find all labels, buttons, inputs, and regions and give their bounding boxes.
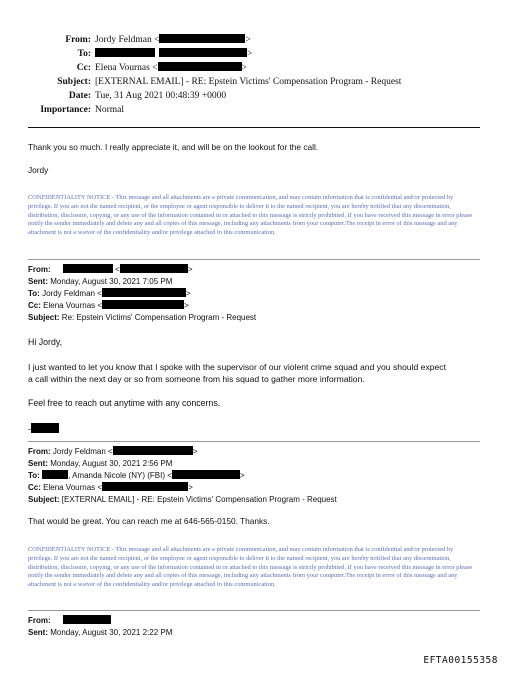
message-divider [28, 441, 480, 442]
sent-label: Sent: [28, 628, 48, 637]
email3-body: That would be great. You can reach me at 646-565-0150. Thanks. [28, 516, 270, 526]
from-label: From: [28, 616, 51, 625]
message-divider [28, 610, 480, 611]
email2-paragraph-line: I just wanted to let you know that I spoke with the supervisor of our violent crime squad and you should expect [28, 362, 446, 372]
email2-signature [28, 423, 59, 435]
date-label: Date: [68, 91, 91, 101]
confidentiality-notice: CONFIDENTIALITY NOTICE - This message and all attachments are a private communication, and may contain information that is confidential and/or protected by privilege. If you are not the named recipient, or the employee or agent responsible to deliver it to the named recipient, you are hereby notified that any dissemination, distribution, disclosure, copying, or any use of the information contained in or attached to this message is strictly prohibited. If you have received this message in error please notify the sender immediately and delete any and all copies of this message, including any attachments from your computer.The receipt in error of this message and any attachment is not a waiver of the confidentiality and/or privilege attached to this communication. [28, 546, 473, 589]
to-value: Jordy Feldman < [42, 289, 102, 298]
email2-subject-row [28, 312, 256, 324]
email2-greeting: Hi Jordy, [28, 337, 63, 347]
header-subject-row [10, 75, 480, 89]
cc-value: Elena Vournas < [43, 301, 103, 310]
cc-label: Cc: [28, 301, 41, 310]
from-label: From: [28, 447, 51, 456]
to-value: , Amanda Nicole (NY) (FBI) < [68, 471, 172, 480]
redaction-bar [158, 62, 242, 71]
cc-value: Elena Vournas < [95, 63, 158, 73]
subject-value: Re: Epstein Victims' Compensation Program - Request [61, 313, 257, 322]
email3-subject-row [28, 494, 337, 506]
email3-sent-row [28, 458, 172, 470]
close-bracket: > [245, 35, 251, 45]
reply-signature: Jordy [28, 165, 49, 175]
subject-value: [EXTERNAL EMAIL] - RE: Epstein Victims' Compensation Program - Request [61, 495, 337, 504]
sent-value: Monday, August 30, 2021 2:22 PM [50, 628, 173, 637]
reply-body-line: Thank you so much. I really appreciate it, and will be on the lookout for the call. [28, 142, 319, 152]
redaction-bar [63, 264, 113, 273]
redaction-bar [120, 264, 188, 273]
header-cc-row [10, 61, 480, 75]
subject-label: Subject: [28, 313, 60, 322]
sent-value: Monday, August 30, 2021 2:56 PM [50, 459, 173, 468]
header-importance-row [10, 103, 480, 117]
header-from-row [10, 33, 480, 47]
email2-cc-row: Cc: Elena Vournas < > [28, 301, 189, 310]
email4-sent-row [28, 627, 172, 639]
confidentiality-notice: CONFIDENTIALITY NOTICE - This message and all attachments are a private communication, and may contain information that is confidential and/or protected by privilege. If you are not the named recipient, or the employee or agent responsible to deliver it to the named recipient, you are hereby notified that any dissemination, distribution, disclosure, copying, or any use of the information contained in or attached to this message is strictly prohibited. If you have received this message in error please notify the sender immediately and delete any and all copies of this message, including any attachments from your computer.The receipt in error of this message and any attachment is not a waiver of the confidentiality and/or privilege attached to this communication. [28, 194, 473, 237]
importance-value: Normal [95, 105, 125, 115]
from-label: From: [28, 265, 51, 274]
email-header-top [10, 33, 480, 117]
email3-cc-row: Cc: Elena Vournas < > [28, 483, 193, 492]
subject-label: Subject: [28, 495, 60, 504]
sent-value: Monday, August 30, 2021 7:05 PM [50, 277, 173, 286]
cc-label: Cc: [76, 63, 91, 73]
redaction-bar [63, 615, 111, 624]
header-to-row [10, 47, 480, 61]
redaction-bar [159, 34, 245, 43]
from-value: Jordy Feldman < [95, 35, 160, 45]
header-divider [28, 127, 480, 128]
redaction-bar [102, 300, 184, 309]
to-label: To: [77, 49, 91, 59]
to-label: To: [28, 289, 40, 298]
from-label: From: [65, 35, 91, 45]
redaction-bar [42, 470, 68, 479]
subject-value: [EXTERNAL EMAIL] - RE: Epstein Victims' Compensation Program - Request [95, 77, 402, 87]
redaction-bar [102, 288, 186, 297]
redaction-bar [172, 470, 240, 479]
sent-label: Sent: [28, 459, 48, 468]
email2-paragraph: Feel free to reach out anytime with any concerns. [28, 398, 221, 408]
from-value: Jordy Feldman < [52, 447, 113, 456]
redaction-bar [102, 482, 188, 491]
redaction-bar [31, 423, 59, 433]
header-date-row [10, 89, 480, 103]
importance-label: Importance: [40, 105, 91, 115]
email2-paragraph-line: a call within the next day or so from someone from his squad to gather more information. [28, 374, 365, 384]
to-label: To: [28, 471, 40, 480]
signature-dash: - [28, 424, 31, 434]
document-id: EFTA00155358 [423, 655, 498, 666]
email3-from-row: From: Jordy Feldman < > [28, 447, 198, 456]
date-value: Tue, 31 Aug 2021 00:48:39 +0000 [95, 91, 227, 101]
email2-to-row: To: Jordy Feldman < > [28, 289, 191, 298]
cc-value: Elena Vournas < [43, 483, 103, 492]
email2-sent-row [28, 276, 172, 288]
email3-to-row: To: , Amanda Nicole (NY) (FBI) < > [28, 471, 245, 480]
message-divider [28, 259, 480, 260]
redaction-bar [113, 446, 193, 455]
close-bracket: > [247, 49, 253, 59]
email2-from-row: From: < > [28, 265, 193, 274]
close-bracket: > [241, 63, 247, 73]
cc-label: Cc: [28, 483, 41, 492]
redaction-bar [95, 48, 155, 57]
subject-label: Subject: [57, 77, 91, 87]
redaction-bar [159, 48, 247, 57]
sent-label: Sent: [28, 277, 48, 286]
email4-from-row [28, 615, 111, 627]
